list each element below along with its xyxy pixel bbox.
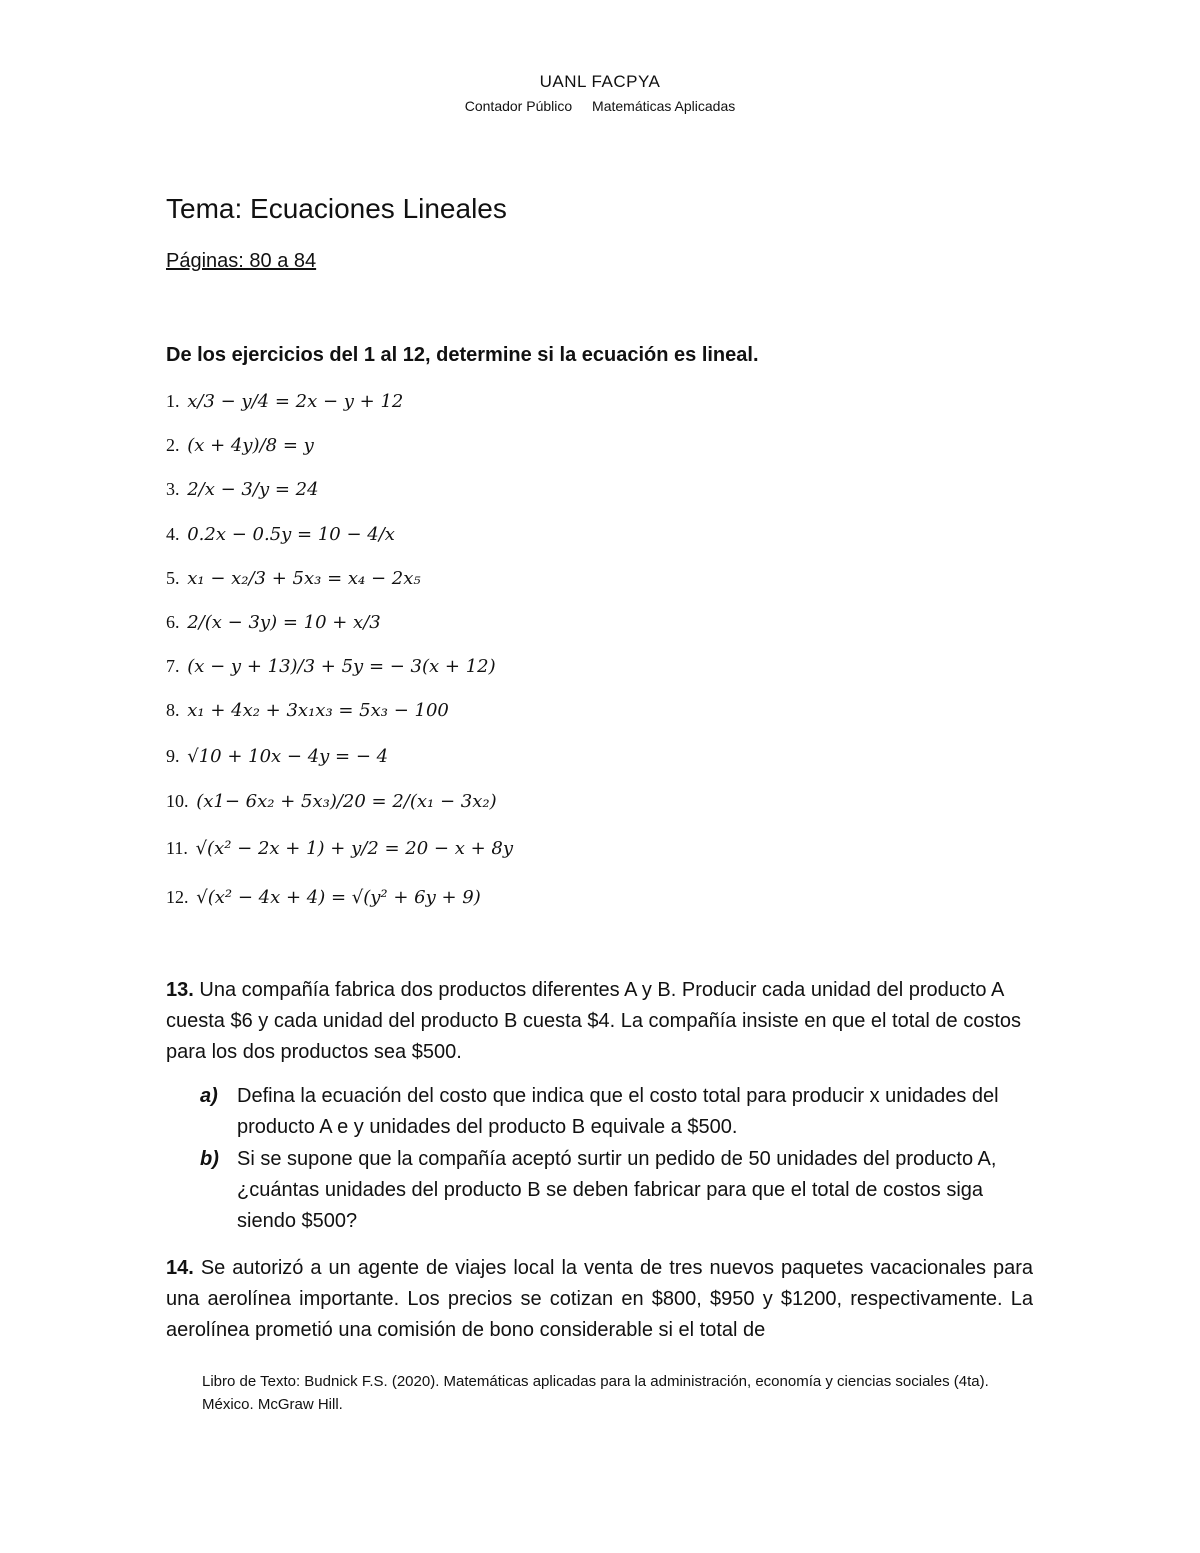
equation-number: 9. (166, 746, 180, 766)
part-a-label: a) (200, 1085, 218, 1107)
equation-2 (166, 435, 314, 456)
header-program: Contador Público (464, 98, 573, 114)
header-course: Matemáticas Aplicadas (592, 98, 736, 114)
problem-13-part-a (200, 1081, 1045, 1143)
equation-expression: x₁ + 4x₂ + 3x₁x₃ = 5x₃ − 100 (187, 700, 449, 721)
header-subtitle (0, 98, 1200, 114)
part-b-text: Si se supone que la compañía aceptó surtir un pedido de 50 unidades del producto A, ¿cuántas unidades del producto B se deben fabricar para que el total de costos siga siendo $500? (237, 1148, 997, 1232)
equation-expression: 2/x − 3/y = 24 (187, 479, 319, 500)
equation-expression: √10 + 10x − 4y = − 4 (187, 746, 389, 767)
problem-14-text: Se autorizó a un agente de viajes local la venta de tres nuevos paquetes vacacionales para una aerolínea importante. Los precios se cotizan en $800, $950 y $1200, respectivamente. La aerolínea prometió una comisión de bono considerable si el total de (166, 1257, 1033, 1341)
equation-number: 10. (166, 791, 189, 811)
equation-number: 8. (166, 700, 180, 720)
header-institution: UANL FACPYA (539, 72, 661, 91)
equation-10 (166, 791, 497, 812)
problem-13-number: 13. (166, 979, 194, 1001)
equation-9 (166, 746, 388, 767)
equation-number: 6. (166, 612, 180, 632)
equation-number: 12. (166, 887, 189, 907)
problem-14-number: 14. (166, 1257, 194, 1279)
equation-number: 7. (166, 656, 180, 676)
equation-4 (166, 524, 395, 545)
equation-expression: (x + 4y)/8 = y (187, 435, 314, 456)
page-title: Tema: Ecuaciones Lineales (166, 193, 507, 224)
equation-number: 1. (166, 391, 180, 411)
equation-5 (166, 568, 421, 589)
equation-expression: (x1− 6x₂ + 5x₃)/20 = 2/(x₁ − 3x₂) (196, 791, 497, 812)
equation-expression: (x − y + 13)/3 + 5y = − 3(x + 12) (187, 656, 496, 677)
footer-reference: Libro de Texto: Budnick F.S. (2020). Matemáticas aplicadas para la administración, economía y ciencias sociales (4ta). México. McGraw Hill. (202, 1373, 989, 1413)
equation-number: 2. (166, 435, 180, 455)
equation-12 (166, 887, 481, 908)
part-a-text: Defina la ecuación del costo que indica que el costo total para producir x unidades del producto A e y unidades del producto B equivale a $500. (237, 1085, 999, 1138)
problem-13 (166, 975, 1046, 1068)
equation-expression: √(x² − 2x + 1) + y/2 = 20 − x + 8y (195, 838, 514, 859)
equation-6 (166, 612, 381, 633)
equation-expression: 2/(x − 3y) = 10 + x/3 (187, 612, 381, 633)
equation-expression: x/3 − y/4 = 2x − y + 12 (187, 391, 404, 412)
problem-14 (166, 1253, 1033, 1346)
equation-number: 3. (166, 479, 180, 499)
equation-7 (166, 656, 496, 677)
equation-number: 5. (166, 568, 180, 588)
equation-expression: 0.2x − 0.5y = 10 − 4/x (187, 524, 395, 545)
equation-expression: √(x² − 4x + 4) = √(y² + 6y + 9) (196, 887, 481, 908)
problem-13-part-b (200, 1144, 1045, 1237)
equation-11 (166, 838, 513, 859)
equation-number: 11. (166, 838, 188, 858)
equation-number: 4. (166, 524, 180, 544)
equation-1 (166, 391, 403, 412)
equation-8 (166, 700, 449, 721)
part-b-label: b) (200, 1148, 219, 1170)
pages-range: Páginas: 80 a 84 (166, 250, 317, 272)
problem-13-text: Una compañía fabrica dos productos diferentes A y B. Producir cada unidad del producto A cuesta $6 y cada unidad del producto B cuesta $4. La compañía insiste en que el total de costos para los dos productos sea $500. (166, 979, 1022, 1063)
instructions: De los ejercicios del 1 al 12, determine si la ecuación es lineal. (166, 344, 759, 366)
equation-3 (166, 479, 319, 500)
equation-expression: x₁ − x₂/3 + 5x₃ = x₄ − 2x₅ (187, 568, 421, 589)
